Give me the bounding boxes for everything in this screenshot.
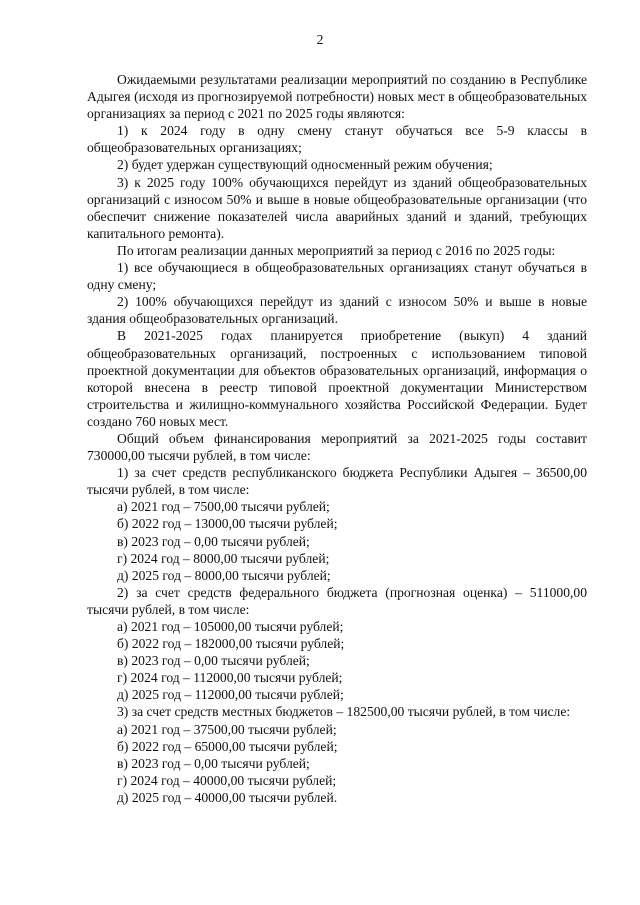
year-line: г) 2024 год – 40000,00 тысячи рублей; bbox=[117, 772, 337, 788]
federal-budget-title: 2) за счет средств федерального бюджета (прогнозная оценка) – 511000,00 тысячи рублей, в том числе: bbox=[87, 584, 587, 617]
list-item: 3) к 2025 году 100% обучающихся перейдут из зданий общеобразовательных организаций с износом 50% и выше в новые общеобразовательные организации (что обеспечит снижение показателей числа аварийных зданий и зданий, требующих капитального ремонта). bbox=[87, 174, 587, 241]
year-line: в) 2023 год – 0,00 тысячи рублей; bbox=[117, 653, 310, 669]
year-line: а) 2021 год – 105000,00 тысячи рублей; bbox=[117, 619, 344, 634]
list-item: 2) будет удержан существующий односменный режим обучения; bbox=[117, 157, 493, 173]
year-line: а) 2021 год – 7500,00 тысячи рублей; bbox=[117, 499, 330, 515]
purchase-paragraph: В 2021-2025 годах планируется приобретение (выкуп) 4 зданий общеобразовательных организаций, построенных с использованием типовой проектной документации для объектов образовательных организаций, информация о которой внесена в реестр типовой проектной документации Министерством строительства и жилищно-коммунального хозяйства Российской Федерации. Будет создано 760 новых мест. bbox=[87, 328, 587, 429]
year-line: в) 2023 год – 0,00 тысячи рублей; bbox=[117, 533, 310, 549]
year-line: д) 2025 год – 112000,00 тысячи рублей; bbox=[117, 687, 344, 703]
year-line: а) 2021 год – 37500,00 тысячи рублей; bbox=[117, 721, 337, 737]
results-paragraph: По итогам реализации данных мероприятий за период с 2016 по 2025 годы: bbox=[117, 242, 556, 258]
year-line: д) 2025 год – 8000,00 тысячи рублей; bbox=[117, 567, 331, 583]
year-line: д) 2025 год – 40000,00 тысячи рублей. bbox=[117, 789, 338, 805]
year-line: б) 2022 год – 182000,00 тысячи рублей; bbox=[117, 636, 345, 652]
year-line: б) 2022 год – 65000,00 тысячи рублей; bbox=[117, 738, 338, 754]
intro-paragraph: Ожидаемыми результатами реализации мероприятий по созданию в Республике Адыгея (исходя из прогнозируемой потребности) новых мест в общеобразовательных организациях за период с 2021 по 2025 годы являются: bbox=[87, 72, 587, 122]
list-item: 1) к 2024 году в одну смену станут обучаться все 5-9 классы в общеобразовательных организациях; bbox=[87, 123, 587, 156]
local-budget-title: 3) за счет средств местных бюджетов – 182500,00 тысячи рублей, в том числе: bbox=[117, 704, 571, 720]
list-item: 2) 100% обучающихся перейдут из зданий с износом 50% и выше в новые здания общеобразовательных организаций. bbox=[87, 294, 587, 327]
list-item: 1) все обучающиеся в общеобразовательных организациях станут обучаться в одну смену; bbox=[87, 260, 587, 293]
year-line: г) 2024 год – 8000,00 тысячи рублей; bbox=[117, 550, 330, 566]
page-number: 2 bbox=[316, 32, 324, 47]
year-line: г) 2024 год – 112000,00 тысячи рублей; bbox=[117, 670, 343, 686]
regional-budget-title: 1) за счет средств республиканского бюджета Республики Адыгея – 36500,00 тысячи рублей, в том числе: bbox=[87, 465, 587, 498]
year-line: б) 2022 год – 13000,00 тысячи рублей; bbox=[117, 516, 338, 532]
document-body bbox=[87, 71, 587, 806]
year-line: в) 2023 год – 0,00 тысячи рублей; bbox=[117, 755, 310, 771]
financing-total: Общий объем финансирования мероприятий за 2021-2025 годы составит 730000,00 тысячи рублей, в том числе: bbox=[87, 430, 587, 464]
